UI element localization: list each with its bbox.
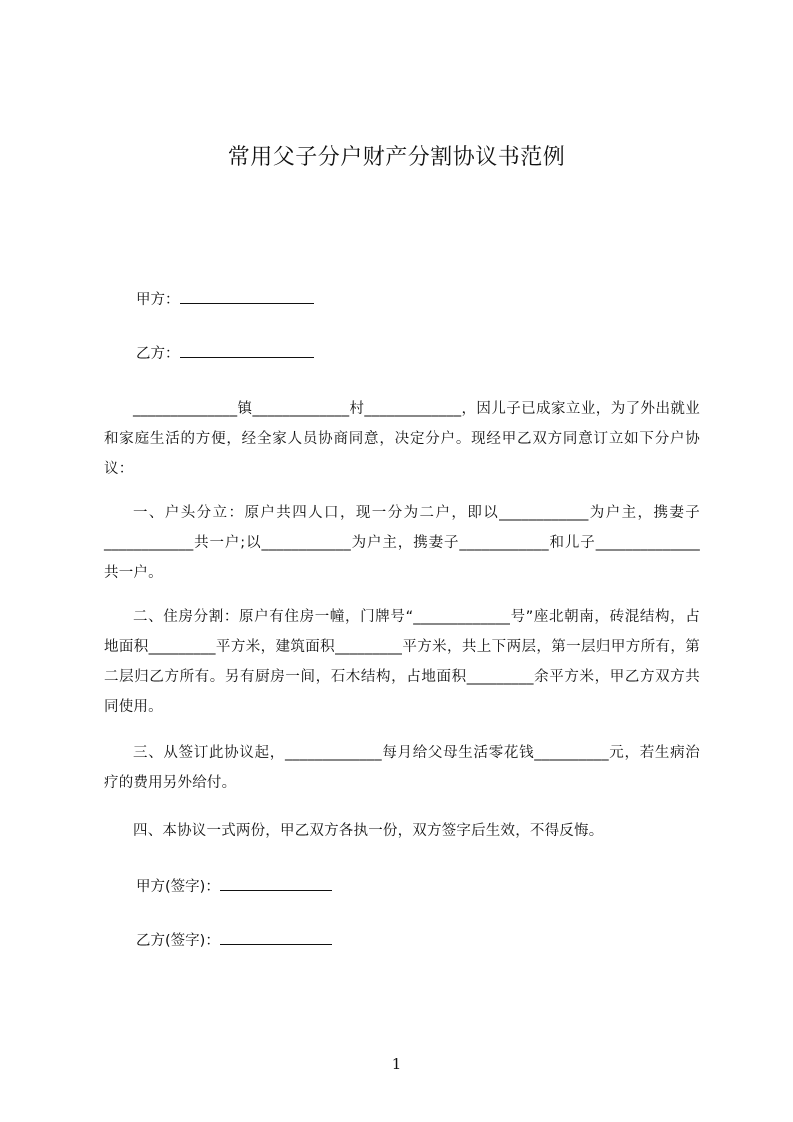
clause-3-paragraph: 三、从签订此协议起，_____________每月给父母生活零花钱__________元，若生病治疗的费用另外给付。 [104,745,700,791]
party-b-blank [180,343,314,358]
signature-b-line [136,926,332,956]
signature-b-blank [220,930,332,945]
clause-2-paragraph: 二、住房分割：原户有住房一幢，门牌号“_____________号”座北朝南，砖混结构，占地面积_________平方米，建筑面积_________平方米，共上下两层，第一层归甲方所有，第二层归乙方所有。另有厨房一间，石木结构，占地面积_________余平方米，甲乙方双方共同使用。 [104,609,700,715]
party-a-blank [180,289,314,304]
document-title: 常用父子分户财产分割协议书范例 [227,145,566,170]
party-b-label: 乙方： [136,346,180,362]
party-a-line [136,285,314,315]
signature-a-blank [220,876,332,891]
signature-a-line [136,872,332,902]
signature-a-label: 甲方(签字)： [136,879,220,895]
clause-4-paragraph: 四、本协议一式两份，甲乙双方各执一份，双方签字后生效，不得反悔。 [133,823,604,839]
party-b-line [136,339,314,369]
intro-paragraph: ______________镇_____________村_____________，因儿子已成家立业，为了外出就业和家庭生活的方便，经全家人员协商同意，决定分户。现经甲乙双方同意订立如下分户协议： [104,401,700,477]
clause-1-paragraph: 一、户头分立：原户共四人口，现一分为二户，即以____________为户主，携妻子____________共一户;以____________为户主，携妻子____________和儿子______________共一户。 [104,505,700,581]
signature-b-label: 乙方(签字)： [136,933,220,949]
party-a-label: 甲方： [136,292,180,308]
page-number: 1 [391,1055,402,1073]
